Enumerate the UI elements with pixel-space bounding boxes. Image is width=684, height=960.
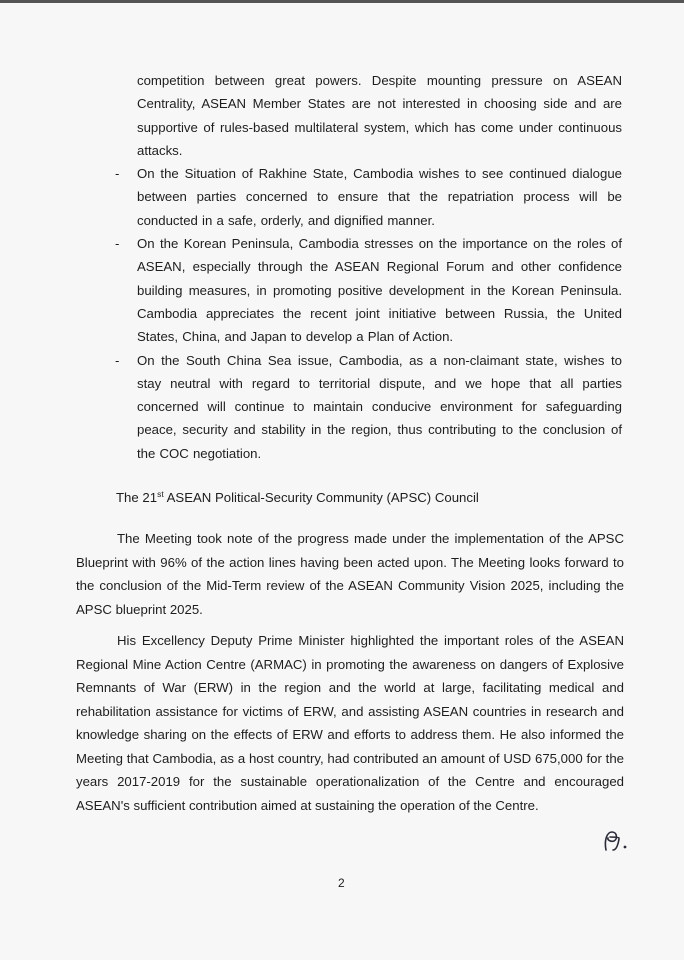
body-paragraph-progress: The Meeting took note of the progress made under the implementation of the APSC Blueprint with 96% of the action lines having been acted upon. The Meeting looks forward to the conclusion of the Mid-Term review of the ASEAN Community Vision 2025, including the APSC blueprint 2025. bbox=[76, 531, 624, 617]
page-number: 2 bbox=[338, 876, 345, 890]
body-paragraph-armac: His Excellency Deputy Prime Minister highlighted the important roles of the ASEAN Regional Mine Action Centre (ARMAC) in promoting the awareness on dangers of Explosive Remnants of War (ERW) in the region and the world at large, facilitating medical and rehabilitation assistance for victims of ERW, and assisting ASEAN countries in research and knowledge sharing on the effects of ERW and efforts to address them. He also informed the Meeting that Cambodia, as a host country, had contributed an amount of USD 675,000 for the years 2017-2019 for the sustainable operationalization of the Centre and encouraged ASEAN's sufficient contribution aimed at sustaining the operation of the Centre. bbox=[76, 633, 624, 813]
section-heading bbox=[116, 483, 479, 509]
bullet-text: On the Korean Peninsula, Cambodia stresses on the importance on the roles of ASEAN, especially through the ASEAN Regional Forum and other confidence building measures, in promoting positive development in the Korean Peninsula. Cambodia appreciates the recent joint initiative between Russia, the United States, China, and Japan to develop a Plan of Action. bbox=[137, 236, 622, 345]
bullet-item-korean-peninsula bbox=[115, 232, 622, 348]
bullet-marker: - bbox=[115, 352, 120, 368]
bullet-text: On the South China Sea issue, Cambodia, as a non-claimant state, wishes to stay neutral with regard to territorial dispute, and we hope that all parties concerned will continue to maintain conducive environment for safeguarding peace, security and stability in the region, thus contributing to the conclusion of the COC negotiation. bbox=[137, 352, 622, 461]
bullet-marker: - bbox=[115, 236, 120, 252]
bullet-marker: - bbox=[115, 166, 120, 182]
heading-prefix: The 21 bbox=[116, 490, 158, 505]
bullet-text: On the Situation of Rakhine State, Cambodia wishes to see continued dialogue between parties concerned to ensure that the repatriation process will be conducted in a safe, orderly, and dignified manner. bbox=[137, 166, 622, 228]
heading-superscript: st bbox=[157, 489, 164, 499]
continuation-paragraph: competition between great powers. Despite mounting pressure on ASEAN Centrality, ASEAN Member States are not interested in choosing side and are supportive of rules-based multilateral system, which has come under continuous attacks. bbox=[137, 73, 622, 158]
initials-signature bbox=[601, 825, 631, 855]
heading-suffix: ASEAN Political-Security Community (APSC) Council bbox=[163, 490, 479, 505]
bullet-item-south-china-sea bbox=[115, 349, 622, 465]
bullet-item-rakhine bbox=[115, 162, 622, 232]
bullet-section bbox=[0, 69, 684, 465]
document-page bbox=[0, 3, 684, 960]
